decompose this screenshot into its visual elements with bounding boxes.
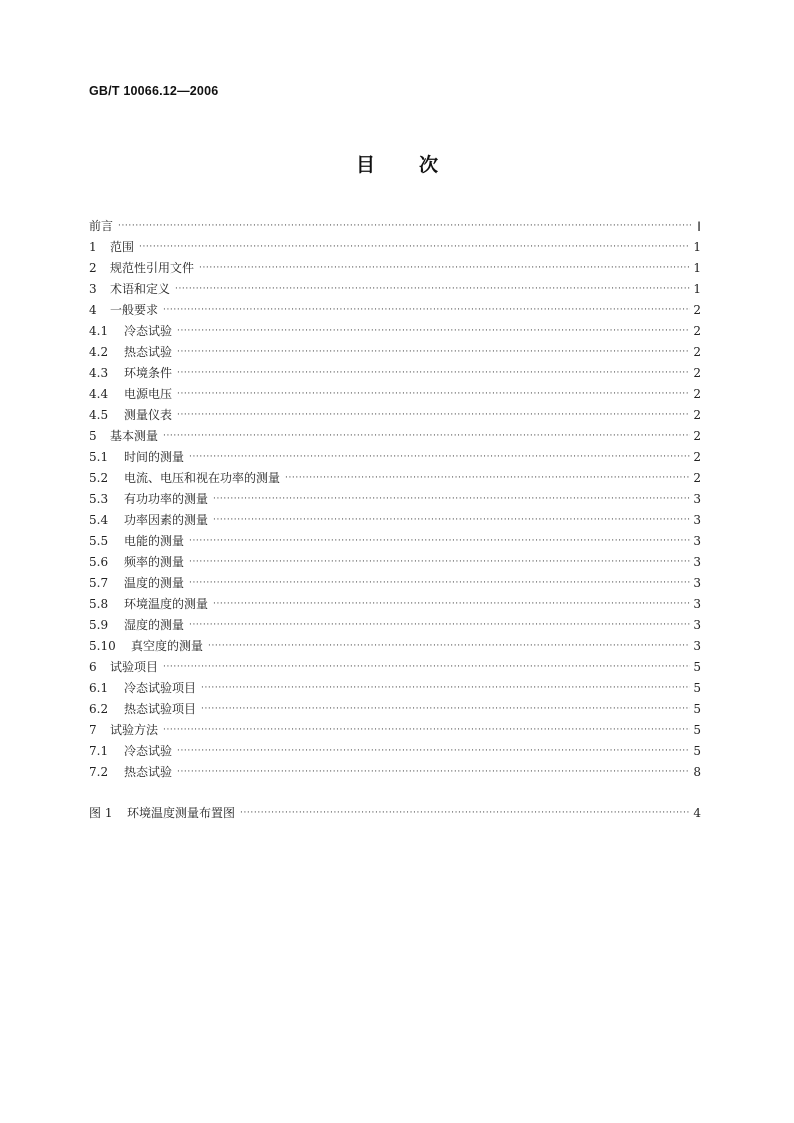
toc-entry-title: 电流、电压和视在功率的测量 xyxy=(124,471,281,485)
toc-entry[interactable] xyxy=(89,258,701,279)
toc-entry[interactable] xyxy=(89,573,701,594)
dot-leader xyxy=(139,237,690,258)
page-number: 3 xyxy=(693,555,701,569)
toc-entry[interactable] xyxy=(89,216,701,237)
toc-entry-number: 6.1 xyxy=(89,681,109,695)
dot-leader xyxy=(163,657,690,678)
toc-entry-number: 4 xyxy=(89,303,97,317)
toc-entry-number: 4.2 xyxy=(89,345,109,359)
toc-list xyxy=(89,216,701,783)
dot-leader xyxy=(163,720,690,741)
toc-entry-title: 热态试验项目 xyxy=(124,702,197,716)
dot-leader xyxy=(199,258,690,279)
toc-entry-title: 有功功率的测量 xyxy=(124,492,209,506)
dot-leader xyxy=(189,447,690,468)
page-number: 1 xyxy=(693,282,701,296)
toc-entry[interactable] xyxy=(89,510,701,531)
toc-entry-title: 温度的测量 xyxy=(124,576,185,590)
toc-entry-title: 范围 xyxy=(110,240,135,254)
toc-entry-number: 7 xyxy=(89,723,97,737)
toc-entry[interactable] xyxy=(89,636,701,657)
dot-leader xyxy=(201,678,690,699)
toc-entry[interactable] xyxy=(89,615,701,636)
toc-entry[interactable] xyxy=(89,447,701,468)
dot-leader xyxy=(213,594,690,615)
document-code: GB/T 10066.12—2006 xyxy=(89,84,219,98)
toc-entry[interactable] xyxy=(89,741,701,762)
toc-entry-number: 5.1 xyxy=(89,450,109,464)
toc-entry-title: 热态试验 xyxy=(124,345,173,359)
toc-entry-number: 1 xyxy=(89,240,97,254)
toc-entry[interactable] xyxy=(89,594,701,615)
page-number: 3 xyxy=(693,597,701,611)
page-number: 3 xyxy=(693,639,701,653)
page-number: 5 xyxy=(693,723,701,737)
figure-title: 环境温度测量布置图 xyxy=(127,806,236,820)
toc-entry-title: 术语和定义 xyxy=(110,282,171,296)
toc-title: 目次 xyxy=(355,154,482,176)
toc-entry[interactable] xyxy=(89,678,701,699)
dot-leader xyxy=(189,615,690,636)
figure-number: 图 1 xyxy=(89,806,113,820)
toc-entry-title: 前言 xyxy=(89,219,114,233)
toc-entry-number: 5.10 xyxy=(89,639,116,653)
toc-entry[interactable] xyxy=(89,237,701,258)
toc-entry-title: 频率的测量 xyxy=(124,555,185,569)
figure-entry[interactable] xyxy=(89,803,701,824)
toc-entry-title: 基本测量 xyxy=(110,429,159,443)
toc-entry-title: 功率因素的测量 xyxy=(124,513,209,527)
toc-entry[interactable] xyxy=(89,489,701,510)
toc-entry[interactable] xyxy=(89,321,701,342)
figure-list xyxy=(89,803,701,824)
toc-entry-title: 测量仪表 xyxy=(124,408,173,422)
toc-entry[interactable] xyxy=(89,468,701,489)
page-number: 5 xyxy=(693,681,701,695)
toc-entry-number: 5.4 xyxy=(89,513,109,527)
dot-leader xyxy=(189,573,690,594)
dot-leader xyxy=(163,426,690,447)
page-number: 2 xyxy=(693,303,701,317)
toc-entry-title: 电源电压 xyxy=(124,387,173,401)
page-number: 5 xyxy=(693,744,701,758)
toc-entry-title: 环境温度的测量 xyxy=(124,597,209,611)
toc-entry-title: 冷态试验 xyxy=(124,744,173,758)
dot-leader xyxy=(177,363,690,384)
toc-entry-title: 试验项目 xyxy=(110,660,159,674)
toc-entry[interactable] xyxy=(89,657,701,678)
dot-leader xyxy=(163,300,690,321)
page-number: Ⅰ xyxy=(697,219,701,234)
toc-entry-title: 时间的测量 xyxy=(124,450,185,464)
toc-entry[interactable] xyxy=(89,384,701,405)
toc-entry-title: 冷态试验项目 xyxy=(124,681,197,695)
toc-entry[interactable] xyxy=(89,426,701,447)
toc-entry-title: 规范性引用文件 xyxy=(110,261,195,275)
dot-leader xyxy=(208,636,690,657)
page-number: 2 xyxy=(693,366,701,380)
toc-entry-number: 6 xyxy=(89,660,97,674)
toc-entry-number: 2 xyxy=(89,261,97,275)
toc-entry-number: 4.1 xyxy=(89,324,109,338)
page-number: 8 xyxy=(693,765,701,779)
toc-entry-title: 冷态试验 xyxy=(124,324,173,338)
toc-entry-number: 5.7 xyxy=(89,576,109,590)
toc-entry-title: 电能的测量 xyxy=(124,534,185,548)
toc-entry[interactable] xyxy=(89,342,701,363)
toc-entry-number: 5.8 xyxy=(89,597,109,611)
toc-entry-number: 7.2 xyxy=(89,765,109,779)
dot-leader xyxy=(118,216,691,237)
page-number: 2 xyxy=(693,429,701,443)
toc-entry[interactable] xyxy=(89,279,701,300)
toc-entry-number: 7.1 xyxy=(89,744,109,758)
toc-entry[interactable] xyxy=(89,762,701,783)
page-number: 3 xyxy=(693,618,701,632)
dot-leader xyxy=(189,552,690,573)
page-number: 3 xyxy=(693,534,701,548)
toc-entry[interactable] xyxy=(89,363,701,384)
toc-entry-title: 湿度的测量 xyxy=(124,618,185,632)
toc-entry-title: 热态试验 xyxy=(124,765,173,779)
page-number: 3 xyxy=(693,513,701,527)
toc-entry[interactable] xyxy=(89,552,701,573)
dot-leader xyxy=(177,384,690,405)
dot-leader xyxy=(177,741,690,762)
page-number: 2 xyxy=(693,324,701,338)
toc-entry[interactable] xyxy=(89,300,701,321)
page-number: 1 xyxy=(693,261,701,275)
page-number: 2 xyxy=(693,450,701,464)
dot-leader xyxy=(201,699,690,720)
toc-entry-number: 5.9 xyxy=(89,618,109,632)
page-number: 2 xyxy=(693,471,701,485)
toc-entry-number: 6.2 xyxy=(89,702,109,716)
toc-entry-number: 4.3 xyxy=(89,366,109,380)
page-number: 4 xyxy=(693,806,701,820)
toc-entry-number: 5.2 xyxy=(89,471,109,485)
dot-leader xyxy=(240,803,690,824)
toc-entry[interactable] xyxy=(89,720,701,741)
dot-leader xyxy=(285,468,690,489)
page-number: 1 xyxy=(693,240,701,254)
dot-leader xyxy=(213,489,690,510)
page-number: 2 xyxy=(693,387,701,401)
toc-entry[interactable] xyxy=(89,531,701,552)
page-number: 3 xyxy=(693,492,701,506)
toc-entry-number: 5 xyxy=(89,429,97,443)
page-number: 2 xyxy=(693,345,701,359)
dot-leader xyxy=(177,342,690,363)
page-number: 5 xyxy=(693,660,701,674)
dot-leader xyxy=(189,531,690,552)
toc-entry-number: 5.5 xyxy=(89,534,109,548)
toc-entry-title: 环境条件 xyxy=(124,366,173,380)
toc-entry-number: 5.6 xyxy=(89,555,109,569)
toc-entry[interactable] xyxy=(89,699,701,720)
toc-entry-title: 真空度的测量 xyxy=(131,639,204,653)
dot-leader xyxy=(177,405,690,426)
toc-entry-number: 3 xyxy=(89,282,97,296)
toc-entry-title: 试验方法 xyxy=(110,723,159,737)
page-number: 2 xyxy=(693,408,701,422)
toc-entry-title: 一般要求 xyxy=(110,303,159,317)
toc-entry-number: 4.4 xyxy=(89,387,109,401)
dot-leader xyxy=(175,279,690,300)
toc-entry[interactable] xyxy=(89,405,701,426)
toc-entry-number: 5.3 xyxy=(89,492,109,506)
dot-leader xyxy=(177,762,690,783)
page-number: 5 xyxy=(693,702,701,716)
toc-entry-number: 4.5 xyxy=(89,408,109,422)
dot-leader xyxy=(177,321,690,342)
dot-leader xyxy=(213,510,690,531)
page-number: 3 xyxy=(693,576,701,590)
